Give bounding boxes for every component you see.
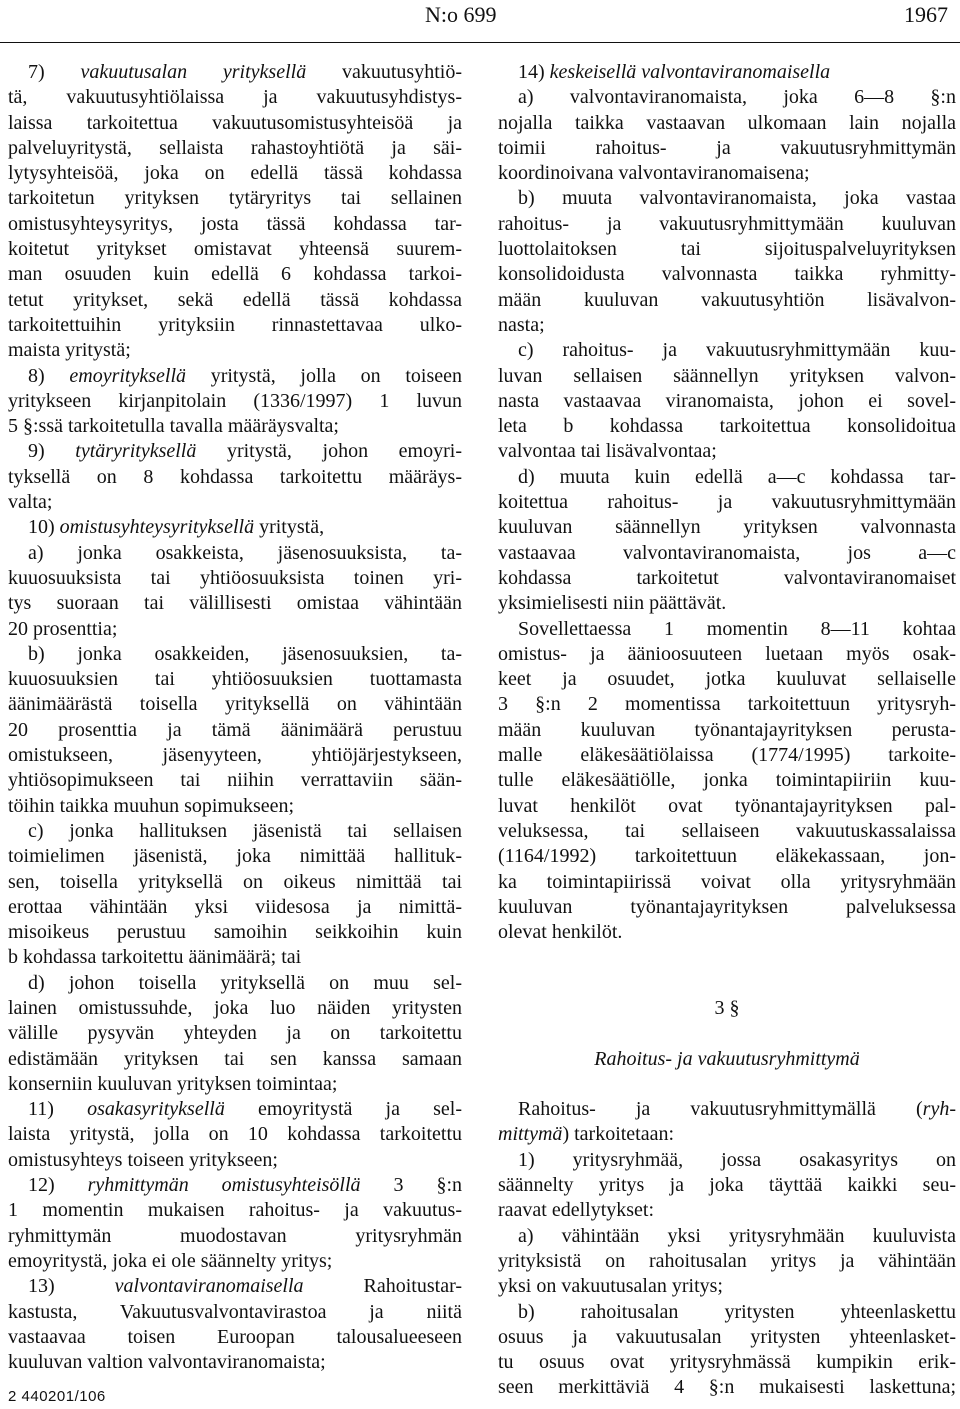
spacer — [498, 1021, 956, 1046]
text-line: töihin taikka muuhun sopimukseen; — [8, 794, 295, 817]
text-line: konsolidoidusta valvonnasta taikka ryhmitty- — [498, 263, 956, 286]
text-line: erottaa vähintään yksi viidesosa ja nimittä- — [8, 895, 462, 918]
text-line: Sovellettaessa 1 momentin 8—11 kohtaa — [518, 617, 956, 640]
text-line: rahoitus- ja vakuutusryhmittymään kuuluvan — [498, 212, 956, 235]
header-divider — [0, 42, 960, 43]
text-line: kohdassa tarkoitetut valvontaviranomaiset — [498, 566, 956, 589]
text-line: säännelty yritys ja joka täyttää kaikki seu- — [498, 1174, 956, 1197]
text-line: ryhmittymän muodostavan yritysryhmän — [8, 1224, 462, 1247]
text-line: 20 prosenttia ja tämä äänimäärä perustuu — [8, 718, 462, 741]
text-line: mään kuuluvan työnantajayrityksen perusta- — [498, 718, 956, 741]
text-line: olevat henkilöt. — [498, 921, 623, 944]
text-line: kuuosuuksien tai yhtiöosuuksien tuottamasta — [8, 668, 462, 691]
text-line: yhtiösopimukseen tai niihin verrattaviin sään- — [8, 769, 462, 792]
text-line: konserniin kuuluvan yrityksen toimintaa; — [8, 1072, 338, 1095]
text-line: b) jonka osakkeiden, jäsenosuuksien, ta- — [28, 642, 462, 665]
text-line: c) rahoitus- ja vakuutusryhmittymään kuu- — [518, 339, 956, 362]
text-line: kuuosuuksista tai yhtiöosuuksista toinen yri- — [8, 566, 462, 589]
text-line: 20 prosenttia; — [8, 617, 118, 640]
text-line: b kohdassa tarkoitettu äänimäärä; tai — [8, 946, 302, 969]
text-line: palveluyritystä, sellaista rahastoyhtiötä ja säi- — [8, 136, 462, 159]
text-line: yritykseen kirjanpitolain (1336/1997) 1 luvun — [8, 389, 462, 412]
footer-code: 2 440201/106 — [8, 1388, 106, 1405]
text-line: sen, toisella yrityksellä on oikeus nimittää tai — [8, 870, 462, 893]
text-line: luottolaitoksen tai sijoituspalveluyrityksen — [498, 238, 956, 261]
text-line: ka toimintapiirissä voivat olla yritysryhmään — [498, 870, 956, 893]
text-line: d) muuta kuin edellä a—c kohdassa tar- — [518, 465, 956, 488]
text-line: valta; — [8, 491, 53, 514]
text-line: koordinoivana valvontaviranomaisena; — [498, 162, 810, 185]
right-column — [498, 60, 956, 1401]
text-line: omistusyhteys toiseen yritykseen; — [8, 1148, 278, 1171]
text-line: nasta vastaavaa viranomaista, johon ei sovel- — [498, 389, 956, 412]
text-line: tetut yritykset, sekä edellä tässä kohdassa — [8, 288, 462, 311]
text-line: yksimielisesti niin päättävät. — [498, 592, 727, 615]
text-line: 10) omistusyhteysyrityksellä yritystä, — [28, 516, 325, 539]
text-line: 13) valvontaviranomaisella Rahoitustar- — [28, 1275, 462, 1298]
text-line: 5 §:ssä tarkoitetulla tavalla määräysvalta; — [8, 415, 339, 438]
text-line: Rahoitus- ja vakuutusryhmittymä — [594, 1047, 860, 1070]
text-line: 8) emoyrityksellä yritystä, jolla on toiseen — [28, 364, 462, 387]
text-line: 14) keskeisellä valvontaviranomaisella — [518, 61, 831, 83]
text-line: koitettua rahoitus- ja vakuutusryhmittymään — [498, 491, 956, 514]
text-line: nojalla taikka vastaavan ulkomaan lain nojalla — [498, 111, 956, 134]
text-line: a) jonka osakkeista, jäsenosuuksista, ta- — [28, 541, 462, 564]
text-line: edistämään yrityksen tai sen kanssa samaan — [8, 1047, 462, 1070]
text-line: mittymä) tarkoitetaan: — [498, 1123, 675, 1146]
text-line: osuus ja vakuutusalan yritysten yhteenlasket- — [498, 1325, 956, 1348]
text-line: toimielimen jäsenistä, joka nimittää hallituk- — [8, 845, 462, 868]
text-line: laissa tarkoitettua vakuutusomistusyhteisöä ja — [8, 111, 462, 134]
spacer — [498, 1072, 956, 1097]
text-line: lytysyhteisöä, joka on edellä tässä kohdassa — [8, 162, 462, 185]
text-line: malle eläkesäätiölaissa (1774/1995) tarkoite- — [498, 744, 956, 767]
text-line: kastusta, Vakuutusvalvontavirastoa ja niitä — [8, 1300, 462, 1323]
text-line: omistusyhteysyritys, josta tässä kohdassa tar- — [8, 212, 462, 235]
text-line: luvan sellaisen säännellyn yrityksen valvon- — [498, 364, 956, 387]
text-line: c) jonka hallituksen jäsenistä tai sellaisen — [28, 819, 462, 842]
text-line: omistus- ja äänioosuuteen luetaan myös osak- — [498, 642, 956, 665]
text-line: tys suoraan tai välillisesti omistaa vähintään — [8, 592, 462, 615]
text-line: raavat edellytykset: — [498, 1199, 655, 1222]
text-line: 1 momentin mukaisen rahoitus- ja vakuutus- — [8, 1199, 462, 1222]
text-line: Rahoitus- ja vakuutusryhmittymällä (ryh- — [518, 1098, 956, 1121]
text-line: tulle eläkesäätiölle, jonka toimintapiiriin kuu- — [498, 769, 956, 792]
text-line: 9) tytäryrityksellä yritystä, johon emoyri- — [28, 440, 462, 463]
text-line: omistukseen, jäsenyyteen, yhtiöjärjestykseen, — [8, 744, 462, 767]
text-line: 3 §:n 2 momentissa tarkoitettuun yritysryh- — [498, 693, 956, 716]
text-line: 12) ryhmittymän omistusyhteisöllä 3 §:n — [28, 1174, 462, 1197]
text-line: tarkoitetun yrityksen tytäryritys tai sellainen — [8, 187, 462, 210]
text-line: b) rahoitusalan yritysten yhteenlaskettu — [518, 1300, 956, 1323]
text-line: 11) osakasyrityksellä emoyritystä ja sel- — [28, 1098, 463, 1121]
text-line: välille pysyvän yhteyden ja on tarkoitettu — [8, 1022, 462, 1045]
text-line: tyksellä on 8 kohdassa tarkoitettu määräys- — [8, 465, 462, 488]
page-number: 1967 — [904, 2, 948, 27]
text-line: tu osuus ovat yritysryhmässä kumpikin erik- — [498, 1351, 956, 1374]
text-line: toimii rahoitus- ja vakuutusryhmittymän — [498, 136, 956, 159]
text-line: a) valvontaviranomaista, joka 6—8 §:n — [518, 86, 956, 109]
text-line: luvat henkilöt ovat työnantajayrityksen pal- — [498, 794, 956, 817]
text-line: vastaavaa valvontaviranomaista, jos a—c — [498, 541, 956, 564]
text-line: vastaavaa toisen Euroopan talousalueeseen — [8, 1325, 462, 1348]
text-line: kuuluvan säännellyn yrityksen valvonnasta — [498, 516, 956, 539]
text-line: (1164/1992) tarkoitettuun eläkekassaan, jon- — [498, 845, 956, 868]
text-line: tarkoitettuihin yrityksiin rinnastettavaa ulko- — [8, 313, 462, 336]
text-line: laista yritystä, jolla on 10 kohdassa tarkoitettu — [8, 1123, 462, 1146]
text-line: seen merkittäviä 4 §:n mukaisesti laskettuna; — [498, 1376, 956, 1399]
text-line: kuuluvan työnantajayrityksen palveluksessa — [498, 895, 956, 918]
left-column — [8, 60, 462, 1375]
spacer — [498, 971, 956, 996]
text-line: äänimäärästä toisella yrityksellä on vähintään — [8, 693, 462, 716]
text-line: emoyritystä, joka ei ole säännelty yritys; — [8, 1249, 333, 1272]
text-line: man osuuden kuin edellä 6 kohdassa tarkoi- — [8, 263, 462, 286]
text-line: 1) yritysryhmää, jossa osakasyritys on — [518, 1148, 956, 1171]
text-line: b) muuta valvontaviranomaista, joka vastaa — [518, 187, 956, 210]
text-line: veluksessa, tai sellaiseen vakuutuskassalaissa — [498, 819, 956, 842]
text-line: kuuluvan valtion valvontaviranomaista; — [8, 1351, 326, 1374]
text-line: keet ja osuudet, jotka kuuluvat sellaiselle — [498, 668, 956, 691]
page-label: N:o 699 — [425, 2, 497, 27]
text-line: lainen omistussuhde, joka luo näiden yritysten — [8, 996, 462, 1019]
text-line: 7) vakuutusalan yrityksellä vakuutusyhtiö- — [28, 61, 462, 83]
text-line: yksi on vakuutusalan yritys; — [498, 1275, 723, 1298]
text-line: maista yritystä; — [8, 339, 131, 362]
text-line: d) johon toisella yrityksellä on muu sel- — [28, 971, 462, 994]
text-line: tä, vakuutusyhtiölaissa ja vakuutusyhdistys- — [8, 86, 462, 109]
text-line: valvontaa tai lisävalvontaa; — [498, 440, 717, 463]
text-line: nasta; — [498, 313, 545, 336]
text-line: leta b kohdassa tarkoitettua konsolidoitua — [498, 415, 956, 438]
text-line: koitetut yritykset omistavat yhteensä suurem- — [8, 238, 462, 261]
text-line: yrityksistä on rahoitusalan yritys ja vähintään — [498, 1249, 956, 1272]
spacer — [498, 945, 956, 970]
text-line: misoikeus perustuu samoihin seikkoihin kuin — [8, 921, 462, 944]
text-line: mään kuuluvan vakuutusyhtiön lisävalvon- — [498, 288, 956, 311]
text-line: a) vähintään yksi yritysryhmään kuuluvista — [518, 1224, 956, 1247]
text-line: 3 § — [714, 996, 740, 1019]
